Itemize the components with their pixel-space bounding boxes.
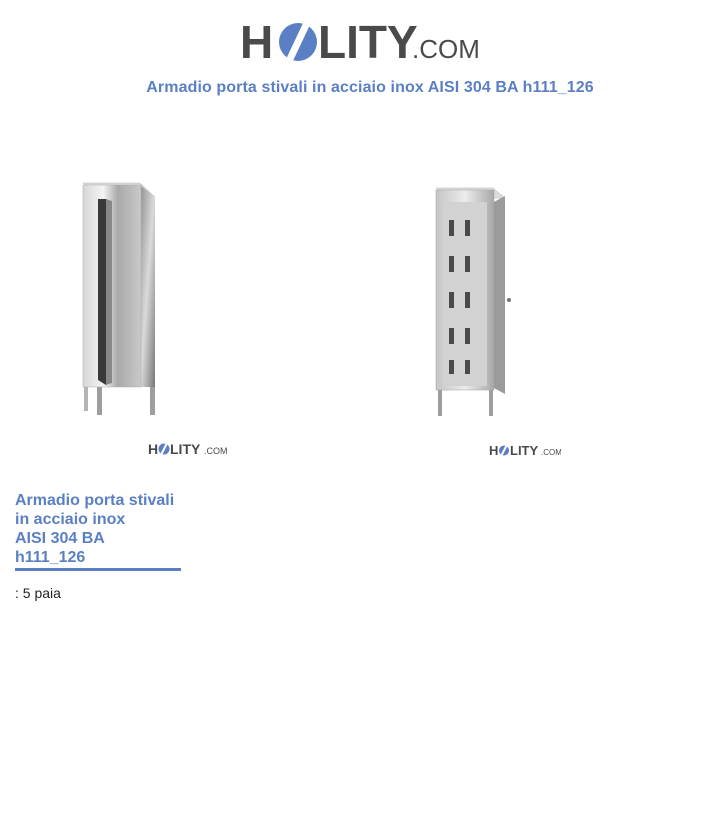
logo-suffix: .COM	[412, 34, 480, 64]
page-title: Armadio porta stivali in acciaio inox AISI 304 BA h111_126	[146, 79, 594, 96]
product-name-line: h111_126	[15, 549, 86, 566]
holity-logo[interactable]	[240, 14, 485, 64]
product-image-open[interactable]	[425, 180, 525, 425]
product-name-line: AISI 304 BA	[15, 530, 105, 547]
image-watermark-logo	[489, 441, 561, 461]
logo-letters-lity: LITY	[318, 16, 418, 64]
svg-text:.COM: .COM	[204, 446, 228, 456]
product-image-closed[interactable]	[70, 175, 170, 425]
logo-letter-h: H	[240, 16, 274, 64]
product-name-line: in acciaio inox	[15, 511, 126, 528]
svg-text:LITY: LITY	[510, 443, 539, 458]
svg-text:LITY: LITY	[170, 441, 201, 457]
svg-text:H: H	[148, 441, 159, 457]
image-watermark-logo	[148, 439, 228, 459]
product-spec: : 5 paia	[15, 585, 61, 601]
svg-text:H: H	[489, 443, 499, 458]
logo-o-icon	[279, 23, 317, 61]
product-name-line: Armadio porta stivali	[15, 492, 175, 509]
product-name[interactable]	[15, 491, 181, 571]
svg-text:.COM: .COM	[541, 448, 561, 457]
